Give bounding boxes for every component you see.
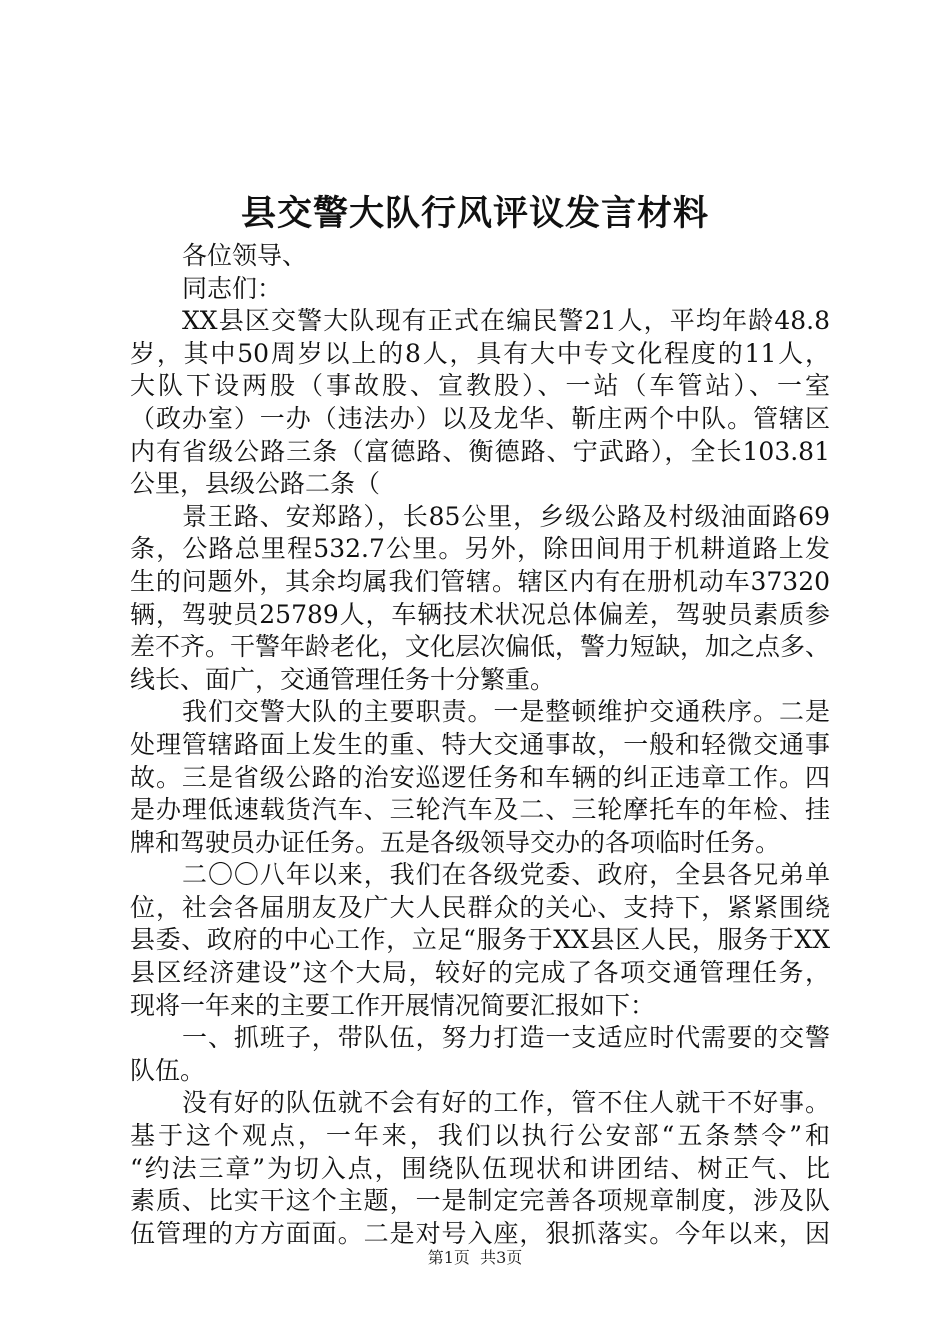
document-title: 县交警大队行风评议发言材料 — [240, 193, 709, 234]
page-number: 第1页 共3页 — [427, 1248, 523, 1267]
body-line: 内有省级公路三条（富德路、衡德路、宁武路），全长103.81 — [130, 436, 830, 466]
body-line: 辆，驾驶员25789人，车辆技术状况总体偏差，驾驶员素质参 — [130, 599, 830, 629]
body-line: 线长、面广，交通管理任务十分繁重。 — [130, 664, 556, 694]
body-line: “约法三章”为切入点，围绕队伍现状和讲团结、树正气、比 — [130, 1153, 830, 1183]
body-line: 处理管辖路面上发生的重、特大交通事故，一般和轻微交通事 — [130, 729, 830, 759]
body-line: 素质、比实干这个主题，一是制定完善各项规章制度，涉及队 — [130, 1186, 830, 1216]
body-line: 队伍。 — [130, 1055, 206, 1085]
body-line: 公里，县级公路二条（ — [130, 469, 381, 499]
body-line: 差不齐。干警年龄老化，文化层次偏低，警力短缺，加之点多、 — [130, 632, 830, 662]
body-line: 同志们： — [182, 273, 283, 303]
document-body — [130, 240, 830, 1250]
body-line: 各位领导、 — [182, 241, 308, 270]
body-line: 县委、政府的中心工作，立足“服务于XX县区人民，服务于XX — [130, 925, 830, 955]
body-line: 位，社会各届朋友及广大人民群众的关心、支持下，紧紧围绕 — [130, 892, 830, 922]
body-line: XX县区交警大队现有正式在编民警21人，平均年龄48.8 — [182, 306, 830, 336]
body-line: 一、抓班子，带队伍，努力打造一支适应时代需要的交警 — [182, 1023, 830, 1053]
page-footer — [0, 1245, 950, 1268]
body-line: 岁，其中50周岁以上的8人，具有大中专文化程度的11人， — [130, 338, 830, 368]
body-line: 景王路、安郑路），长85公里，乡级公路及村级油面路69 — [182, 501, 830, 531]
body-line: （政办室）一办（违法办）以及龙华、靳庄两个中队。管辖区 — [130, 403, 830, 433]
body-line: 基于这个观点，一年来，我们以执行公安部“五条禁令”和 — [130, 1121, 830, 1151]
body-line: 牌和驾驶员办证任务。五是各级领导交办的各项临时任务。 — [130, 827, 781, 857]
body-line: 故。三是省级公路的治安巡逻任务和车辆的纠正违章工作。四 — [130, 762, 830, 792]
body-line: 现将一年来的主要工作开展情况简要汇报如下： — [130, 990, 656, 1020]
body-line: 条，公路总里程532.7公里。另外，除田间用于机耕道路上发 — [130, 534, 830, 564]
body-line: 伍管理的方方面面。二是对号入座，狠抓落实。今年以来，因 — [130, 1218, 830, 1248]
body-line: 是办理低速载货汽车、三轮汽车及二、三轮摩托车的年检、挂 — [130, 795, 830, 825]
body-line: 县区经济建设”这个大局，较好的完成了各项交通管理任务， — [130, 958, 830, 988]
body-line: 我们交警大队的主要职责。一是整顿维护交通秩序。二是 — [182, 697, 830, 727]
body-line: 大队下设两股（事故股、宣教股）、一站（车管站）、一室 — [130, 371, 830, 401]
body-line: 生的问题外，其余均属我们管辖。辖区内有在册机动车37320 — [130, 566, 830, 596]
body-line: 二〇〇八年以来，我们在各级党委、政府，全县各兄弟单 — [182, 860, 830, 890]
body-line: 没有好的队伍就不会有好的工作，管不住人就干不好事。 — [182, 1088, 830, 1118]
